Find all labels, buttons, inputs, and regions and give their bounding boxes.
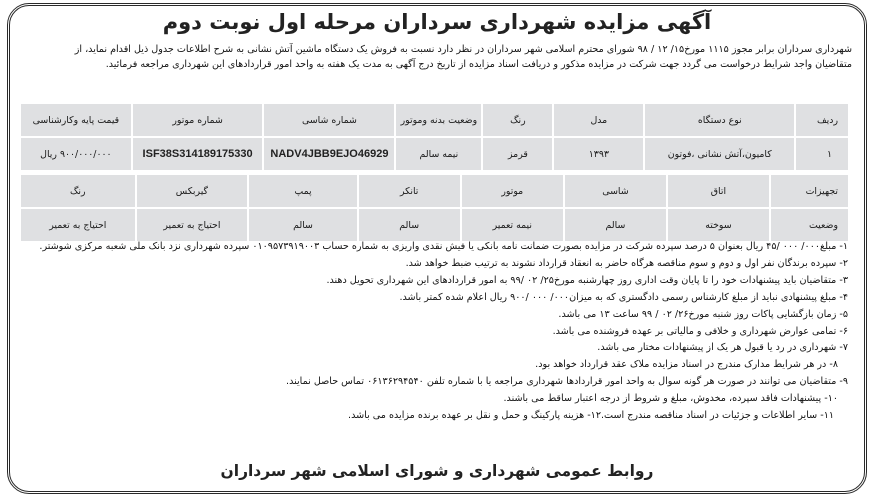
cell-paint-status: احتیاج به تعمیر (21, 209, 135, 241)
header-engine-number: شماره موتور (133, 104, 263, 136)
header-chassis-number: شماره شاسی (264, 104, 394, 136)
header-body-engine-status: وضعیت بدنه وموتور (396, 104, 481, 136)
condition-item: ۲- سپرده برندگان نفر اول و دوم و سوم مناقصه هرگاه حاضر به انعقاد قرارداد نشوند به ترتیب ضبط خواهد شد. (405, 257, 848, 269)
header-row-number: ردیف (796, 104, 848, 136)
cell-cabin-status: سوخته (668, 209, 769, 241)
intro-paragraph (22, 43, 852, 72)
cell-chassis-number: NADV4JBB9EJO46929 (264, 138, 394, 170)
cell-base-price: ۹۰۰/۰۰۰/۰۰۰ ریال (21, 138, 131, 170)
condition-item: ۹- متقاضیان می توانند در صورت هر گونه سوال به واحد امور قراردادها شهرداری مراجعه یا با شماره تلفن ۰۶۱۳۶۲۹۴۵۴۰ تماس حاصل نمایند. (286, 376, 848, 388)
header-color: رنگ (483, 104, 552, 136)
header-chassis: شاسی (565, 175, 666, 207)
vehicle-table (19, 102, 850, 172)
condition-item: ۶- تمامی عوارض شهرداری و خلافی و مالیاتی بر عهده فروشنده می باشد. (552, 325, 848, 337)
header-equipment: تجهیزات (771, 175, 848, 207)
condition-item: ۳- متقاضیان باید پیشنهادات خود را تا پایان وقت اداری روز چهارشنبه مورخ۲۵/ ۰۲ /۹۹ به امور قراردادهای این شهرداری تحویل دهند. (326, 274, 848, 286)
notice-frame (7, 3, 867, 494)
cell-chassis-status: سالم (565, 209, 666, 241)
equipment-status-table (19, 173, 850, 243)
header-tanker: تانکر (359, 175, 460, 207)
header-engine: موتور (462, 175, 563, 207)
header-device-type: نوع دستگاه (645, 104, 794, 136)
intro-line: شهرداری سرداران برابر مجوز ۱۱۱۵ مورخ۱۵/ ۱۲ / ۹۸ شورای محترم اسلامی شهر سرداران در نظر دارد نسبت به فروش یک دستگاه ماشین آتش نشانی به شرح اطلاعات جدول ذیل اقدام نماید، از (74, 44, 852, 55)
cell-status-label: وضعیت (771, 209, 848, 241)
cell-engine-number: ISF38S314189175330 (133, 138, 263, 170)
header-pump: پمپ (249, 175, 357, 207)
header-model: مدل (554, 104, 643, 136)
table-row (21, 138, 848, 170)
cell-model: ۱۳۹۳ (554, 138, 643, 170)
header-cabin: اتاق (668, 175, 769, 207)
condition-item: ۴- مبلغ پیشنهادی نباید از مبلغ کارشناس رسمی دادگستری که به میزان۰۰۰/ ۰۰۰ /۹۰۰ ریال اعلام شده کمتر باشد. (399, 291, 848, 303)
header-gearbox: گیربکس (137, 175, 248, 207)
intro-line: متقاضیان واجد شرایط درخواست می گردد جهت شرکت در مزایده مذکور و دریافت اسناد مزایده از تاریخ درج آگهی به مدت یک هفته به واحد امور قراردادهای این شهرداری مراجعه فرمائید. (105, 58, 852, 70)
cell-body-engine-status: نیمه سالم (396, 138, 481, 170)
table-header-row (21, 175, 848, 207)
cell-device-type: کامیون،آتش نشانی ،فوتون (645, 138, 794, 170)
notice-title: آگهی مزایده شهرداری سرداران مرحله اول نوبت دوم (162, 10, 712, 34)
table-header-row (21, 104, 848, 136)
footer-signature: روابط عمومی شهرداری و شورای اسلامی شهر سرداران (220, 462, 654, 480)
cell-row-number: ۱ (796, 138, 848, 170)
cell-color: قرمز (483, 138, 552, 170)
condition-item: ۱۱- سایر اطلاعات و جزئیات در اسناد مناقصه مندرج است.۱۲- هزینه پارکینگ و حمل و نقل بر عهده برنده مزایده می باشد. (348, 410, 834, 422)
condition-item: ۷- شهرداری در رد یا قبول هر یک از پیشنهادات مختار می باشد. (597, 342, 848, 354)
cell-tanker-status: سالم (359, 209, 460, 241)
condition-item: ۵- زمان بازگشایی پاکات روز شنبه مورخ۲۶/ ۰۲ / ۹۹ ساعت ۱۳ می باشد. (558, 308, 848, 320)
cell-gearbox-status: احتیاج به تعمیر (137, 209, 248, 241)
cell-pump-status: سالم (249, 209, 357, 241)
condition-item: ۱- مبلغ۰۰۰/ ۰۰۰ /۴۵ ریال بعنوان ۵ درصد سپرده شرکت در مزایده بصورت ضمانت نامه بانکی یا فیش نقدی واریزی به شماره حساب ۰۱۰۹۵۷۳۹۱۹۰۰۳ سپرده شهرداری نزد بانک ملی شعبه مرکزی شوشتر. (39, 241, 848, 252)
table-row (21, 209, 848, 241)
header-base-price: قیمت پایه وکارشناسی (21, 104, 131, 136)
conditions-list (20, 239, 848, 425)
header-paint: رنگ (21, 175, 135, 207)
condition-item: ۱۰- پیشنهادات فاقد سپرده، مخدوش، مبلغ و شروط از درجه اعتبار ساقط می باشند. (503, 393, 838, 405)
condition-item: ۸- در هر شرایط مدارک مندرج در اسناد مزایده ملاک عقد قرارداد خواهد بود. (535, 359, 838, 371)
cell-engine-status: نیمه تعمیر (462, 209, 563, 241)
